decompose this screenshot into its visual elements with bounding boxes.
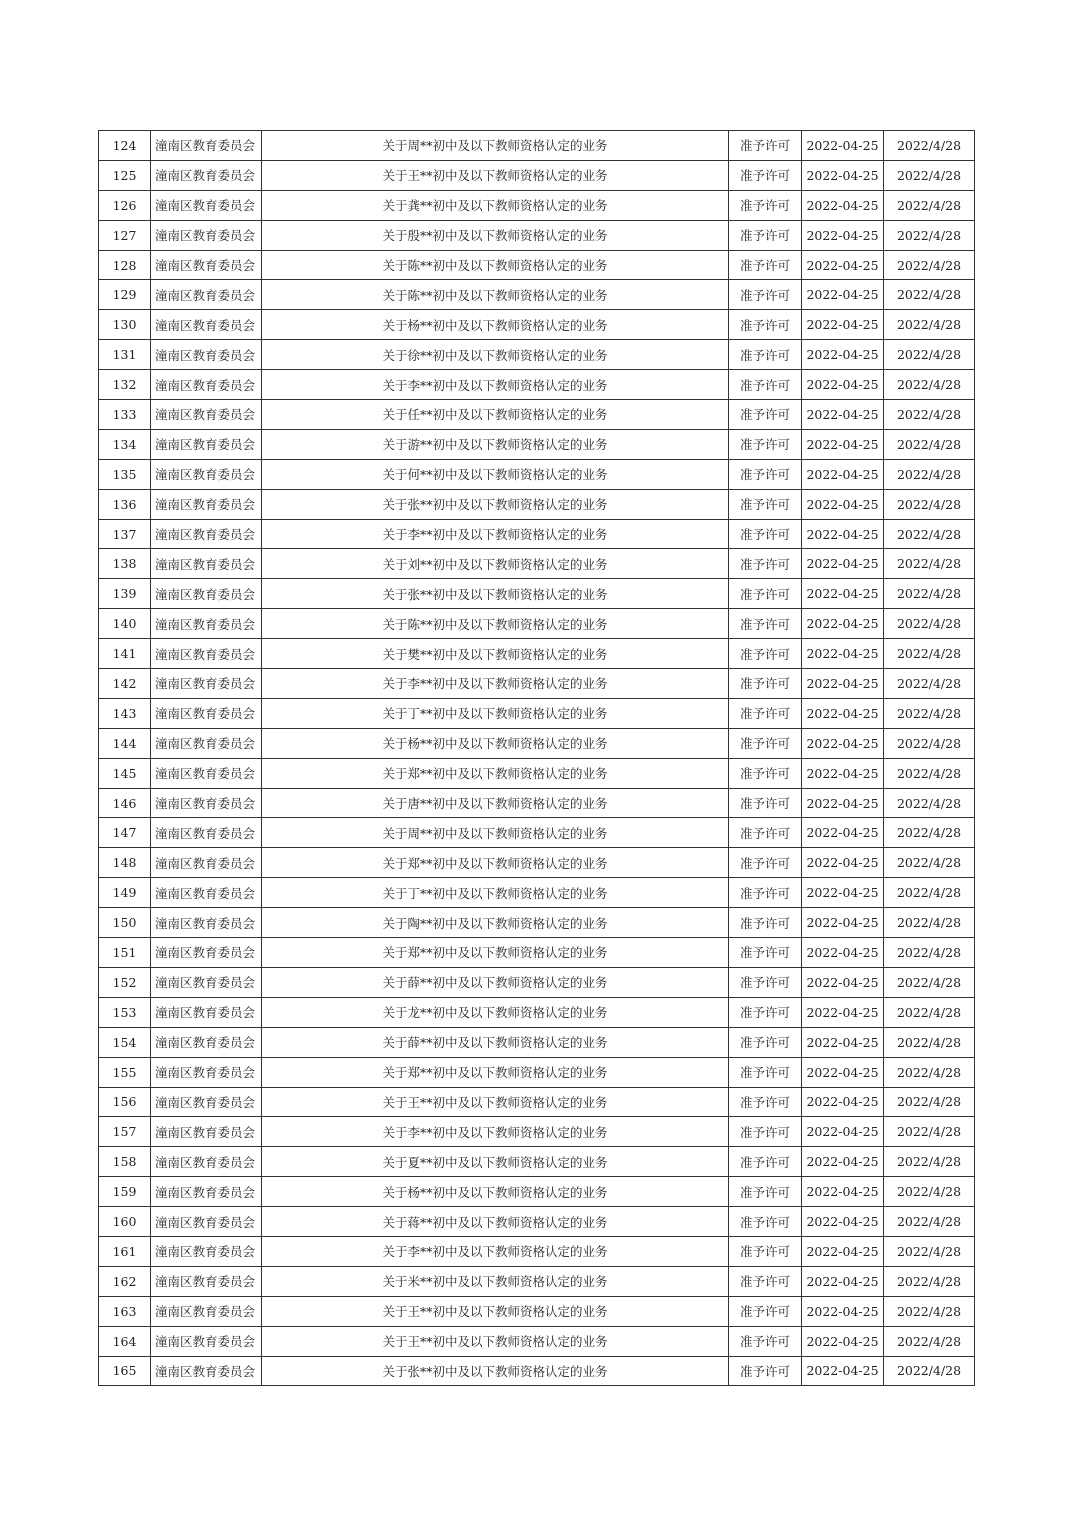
organization-cell: 潼南区教育委员会 bbox=[151, 459, 262, 489]
matter-cell: 关于薛**初中及以下教师资格认定的业务 bbox=[262, 1027, 729, 1057]
organization-cell: 潼南区教育委员会 bbox=[151, 669, 262, 699]
matter-cell: 关于王**初中及以下教师资格认定的业务 bbox=[262, 1296, 729, 1326]
table-row bbox=[99, 429, 975, 459]
decision-date-cell: 2022-04-25 bbox=[802, 1326, 884, 1356]
row-number-cell: 126 bbox=[99, 190, 151, 220]
decision-date-cell: 2022-04-25 bbox=[802, 340, 884, 370]
matter-cell: 关于任**初中及以下教师资格认定的业务 bbox=[262, 400, 729, 430]
table-row bbox=[99, 280, 975, 310]
publish-date-cell: 2022/4/28 bbox=[884, 489, 975, 519]
result-cell: 准予许可 bbox=[729, 519, 802, 549]
organization-cell: 潼南区教育委员会 bbox=[151, 549, 262, 579]
row-number-cell: 158 bbox=[99, 1147, 151, 1177]
organization-cell: 潼南区教育委员会 bbox=[151, 160, 262, 190]
decision-date-cell: 2022-04-25 bbox=[802, 400, 884, 430]
matter-cell: 关于周**初中及以下教师资格认定的业务 bbox=[262, 131, 729, 161]
matter-cell: 关于李**初中及以下教师资格认定的业务 bbox=[262, 1236, 729, 1266]
row-number-cell: 162 bbox=[99, 1266, 151, 1296]
matter-cell: 关于张**初中及以下教师资格认定的业务 bbox=[262, 489, 729, 519]
organization-cell: 潼南区教育委员会 bbox=[151, 400, 262, 430]
row-number-cell: 161 bbox=[99, 1236, 151, 1266]
organization-cell: 潼南区教育委员会 bbox=[151, 938, 262, 968]
table-row bbox=[99, 400, 975, 430]
table-row bbox=[99, 549, 975, 579]
decision-date-cell: 2022-04-25 bbox=[802, 1356, 884, 1386]
table-row bbox=[99, 1147, 975, 1177]
table-row bbox=[99, 788, 975, 818]
row-number-cell: 143 bbox=[99, 698, 151, 728]
organization-cell: 潼南区教育委员会 bbox=[151, 429, 262, 459]
organization-cell: 潼南区教育委员会 bbox=[151, 1027, 262, 1057]
publish-date-cell: 2022/4/28 bbox=[884, 1087, 975, 1117]
decision-date-cell: 2022-04-25 bbox=[802, 1027, 884, 1057]
table-row bbox=[99, 1207, 975, 1237]
table-row bbox=[99, 1087, 975, 1117]
matter-cell: 关于米**初中及以下教师资格认定的业务 bbox=[262, 1266, 729, 1296]
result-cell: 准予许可 bbox=[729, 1207, 802, 1237]
row-number-cell: 142 bbox=[99, 669, 151, 699]
row-number-cell: 155 bbox=[99, 1057, 151, 1087]
table-row bbox=[99, 250, 975, 280]
row-number-cell: 165 bbox=[99, 1356, 151, 1386]
organization-cell: 潼南区教育委员会 bbox=[151, 878, 262, 908]
result-cell: 准予许可 bbox=[729, 190, 802, 220]
decision-date-cell: 2022-04-25 bbox=[802, 519, 884, 549]
table-row bbox=[99, 1057, 975, 1087]
organization-cell: 潼南区教育委员会 bbox=[151, 997, 262, 1027]
result-cell: 准予许可 bbox=[729, 1236, 802, 1266]
decision-date-cell: 2022-04-25 bbox=[802, 310, 884, 340]
result-cell: 准予许可 bbox=[729, 967, 802, 997]
organization-cell: 潼南区教育委员会 bbox=[151, 340, 262, 370]
table-row bbox=[99, 848, 975, 878]
result-cell: 准予许可 bbox=[729, 1117, 802, 1147]
table-row bbox=[99, 370, 975, 400]
decision-date-cell: 2022-04-25 bbox=[802, 997, 884, 1027]
row-number-cell: 139 bbox=[99, 579, 151, 609]
decision-date-cell: 2022-04-25 bbox=[802, 489, 884, 519]
row-number-cell: 152 bbox=[99, 967, 151, 997]
row-number-cell: 163 bbox=[99, 1296, 151, 1326]
table-row bbox=[99, 669, 975, 699]
decision-date-cell: 2022-04-25 bbox=[802, 878, 884, 908]
organization-cell: 潼南区教育委员会 bbox=[151, 220, 262, 250]
organization-cell: 潼南区教育委员会 bbox=[151, 1236, 262, 1266]
row-number-cell: 124 bbox=[99, 131, 151, 161]
table-row bbox=[99, 1296, 975, 1326]
table-row bbox=[99, 310, 975, 340]
table-row bbox=[99, 997, 975, 1027]
table-row bbox=[99, 818, 975, 848]
table-row bbox=[99, 728, 975, 758]
decision-date-cell: 2022-04-25 bbox=[802, 788, 884, 818]
row-number-cell: 144 bbox=[99, 728, 151, 758]
matter-cell: 关于丁**初中及以下教师资格认定的业务 bbox=[262, 698, 729, 728]
row-number-cell: 145 bbox=[99, 758, 151, 788]
organization-cell: 潼南区教育委员会 bbox=[151, 370, 262, 400]
publish-date-cell: 2022/4/28 bbox=[884, 250, 975, 280]
publish-date-cell: 2022/4/28 bbox=[884, 1117, 975, 1147]
publish-date-cell: 2022/4/28 bbox=[884, 160, 975, 190]
organization-cell: 潼南区教育委员会 bbox=[151, 250, 262, 280]
decision-date-cell: 2022-04-25 bbox=[802, 1147, 884, 1177]
decision-date-cell: 2022-04-25 bbox=[802, 579, 884, 609]
row-number-cell: 125 bbox=[99, 160, 151, 190]
matter-cell: 关于陈**初中及以下教师资格认定的业务 bbox=[262, 250, 729, 280]
result-cell: 准予许可 bbox=[729, 938, 802, 968]
table-row bbox=[99, 698, 975, 728]
publish-date-cell: 2022/4/28 bbox=[884, 1326, 975, 1356]
matter-cell: 关于蒋**初中及以下教师资格认定的业务 bbox=[262, 1207, 729, 1237]
permit-table bbox=[98, 130, 975, 1386]
matter-cell: 关于张**初中及以下教师资格认定的业务 bbox=[262, 1356, 729, 1386]
organization-cell: 潼南区教育委员会 bbox=[151, 1326, 262, 1356]
result-cell: 准予许可 bbox=[729, 908, 802, 938]
matter-cell: 关于何**初中及以下教师资格认定的业务 bbox=[262, 459, 729, 489]
matter-cell: 关于唐**初中及以下教师资格认定的业务 bbox=[262, 788, 729, 818]
row-number-cell: 130 bbox=[99, 310, 151, 340]
organization-cell: 潼南区教育委员会 bbox=[151, 1266, 262, 1296]
decision-date-cell: 2022-04-25 bbox=[802, 459, 884, 489]
publish-date-cell: 2022/4/28 bbox=[884, 1207, 975, 1237]
publish-date-cell: 2022/4/28 bbox=[884, 669, 975, 699]
organization-cell: 潼南区教育委员会 bbox=[151, 908, 262, 938]
result-cell: 准予许可 bbox=[729, 997, 802, 1027]
table-row bbox=[99, 1356, 975, 1386]
publish-date-cell: 2022/4/28 bbox=[884, 938, 975, 968]
organization-cell: 潼南区教育委员会 bbox=[151, 1147, 262, 1177]
matter-cell: 关于杨**初中及以下教师资格认定的业务 bbox=[262, 310, 729, 340]
decision-date-cell: 2022-04-25 bbox=[802, 728, 884, 758]
result-cell: 准予许可 bbox=[729, 788, 802, 818]
publish-date-cell: 2022/4/28 bbox=[884, 131, 975, 161]
result-cell: 准予许可 bbox=[729, 878, 802, 908]
publish-date-cell: 2022/4/28 bbox=[884, 1177, 975, 1207]
decision-date-cell: 2022-04-25 bbox=[802, 1236, 884, 1266]
matter-cell: 关于王**初中及以下教师资格认定的业务 bbox=[262, 1326, 729, 1356]
table-row bbox=[99, 340, 975, 370]
decision-date-cell: 2022-04-25 bbox=[802, 938, 884, 968]
publish-date-cell: 2022/4/28 bbox=[884, 459, 975, 489]
row-number-cell: 147 bbox=[99, 818, 151, 848]
organization-cell: 潼南区教育委员会 bbox=[151, 788, 262, 818]
matter-cell: 关于李**初中及以下教师资格认定的业务 bbox=[262, 519, 729, 549]
decision-date-cell: 2022-04-25 bbox=[802, 669, 884, 699]
matter-cell: 关于杨**初中及以下教师资格认定的业务 bbox=[262, 728, 729, 758]
publish-date-cell: 2022/4/28 bbox=[884, 1057, 975, 1087]
result-cell: 准予许可 bbox=[729, 160, 802, 190]
table-row bbox=[99, 908, 975, 938]
permit-table-page bbox=[98, 130, 974, 1386]
row-number-cell: 156 bbox=[99, 1087, 151, 1117]
matter-cell: 关于郑**初中及以下教师资格认定的业务 bbox=[262, 938, 729, 968]
result-cell: 准予许可 bbox=[729, 1177, 802, 1207]
row-number-cell: 134 bbox=[99, 429, 151, 459]
row-number-cell: 128 bbox=[99, 250, 151, 280]
result-cell: 准予许可 bbox=[729, 639, 802, 669]
decision-date-cell: 2022-04-25 bbox=[802, 818, 884, 848]
publish-date-cell: 2022/4/28 bbox=[884, 400, 975, 430]
result-cell: 准予许可 bbox=[729, 310, 802, 340]
row-number-cell: 159 bbox=[99, 1177, 151, 1207]
organization-cell: 潼南区教育委员会 bbox=[151, 818, 262, 848]
table-row bbox=[99, 1236, 975, 1266]
decision-date-cell: 2022-04-25 bbox=[802, 698, 884, 728]
decision-date-cell: 2022-04-25 bbox=[802, 1087, 884, 1117]
result-cell: 准予许可 bbox=[729, 609, 802, 639]
decision-date-cell: 2022-04-25 bbox=[802, 549, 884, 579]
publish-date-cell: 2022/4/28 bbox=[884, 997, 975, 1027]
matter-cell: 关于张**初中及以下教师资格认定的业务 bbox=[262, 579, 729, 609]
matter-cell: 关于薛**初中及以下教师资格认定的业务 bbox=[262, 967, 729, 997]
row-number-cell: 133 bbox=[99, 400, 151, 430]
organization-cell: 潼南区教育委员会 bbox=[151, 639, 262, 669]
matter-cell: 关于李**初中及以下教师资格认定的业务 bbox=[262, 370, 729, 400]
table-row bbox=[99, 1177, 975, 1207]
publish-date-cell: 2022/4/28 bbox=[884, 519, 975, 549]
decision-date-cell: 2022-04-25 bbox=[802, 1057, 884, 1087]
publish-date-cell: 2022/4/28 bbox=[884, 848, 975, 878]
decision-date-cell: 2022-04-25 bbox=[802, 848, 884, 878]
publish-date-cell: 2022/4/28 bbox=[884, 878, 975, 908]
row-number-cell: 157 bbox=[99, 1117, 151, 1147]
matter-cell: 关于陶**初中及以下教师资格认定的业务 bbox=[262, 908, 729, 938]
matter-cell: 关于樊**初中及以下教师资格认定的业务 bbox=[262, 639, 729, 669]
organization-cell: 潼南区教育委员会 bbox=[151, 131, 262, 161]
row-number-cell: 154 bbox=[99, 1027, 151, 1057]
row-number-cell: 150 bbox=[99, 908, 151, 938]
publish-date-cell: 2022/4/28 bbox=[884, 1356, 975, 1386]
publish-date-cell: 2022/4/28 bbox=[884, 370, 975, 400]
result-cell: 准予许可 bbox=[729, 1147, 802, 1177]
matter-cell: 关于李**初中及以下教师资格认定的业务 bbox=[262, 1117, 729, 1147]
organization-cell: 潼南区教育委员会 bbox=[151, 310, 262, 340]
result-cell: 准予许可 bbox=[729, 1027, 802, 1057]
publish-date-cell: 2022/4/28 bbox=[884, 280, 975, 310]
decision-date-cell: 2022-04-25 bbox=[802, 1207, 884, 1237]
table-row bbox=[99, 579, 975, 609]
result-cell: 准予许可 bbox=[729, 758, 802, 788]
row-number-cell: 138 bbox=[99, 549, 151, 579]
decision-date-cell: 2022-04-25 bbox=[802, 220, 884, 250]
organization-cell: 潼南区教育委员会 bbox=[151, 967, 262, 997]
result-cell: 准予许可 bbox=[729, 1356, 802, 1386]
matter-cell: 关于夏**初中及以下教师资格认定的业务 bbox=[262, 1147, 729, 1177]
row-number-cell: 160 bbox=[99, 1207, 151, 1237]
table-row bbox=[99, 758, 975, 788]
decision-date-cell: 2022-04-25 bbox=[802, 131, 884, 161]
publish-date-cell: 2022/4/28 bbox=[884, 340, 975, 370]
table-row bbox=[99, 967, 975, 997]
decision-date-cell: 2022-04-25 bbox=[802, 250, 884, 280]
decision-date-cell: 2022-04-25 bbox=[802, 280, 884, 310]
row-number-cell: 135 bbox=[99, 459, 151, 489]
table-row bbox=[99, 1266, 975, 1296]
result-cell: 准予许可 bbox=[729, 429, 802, 459]
organization-cell: 潼南区教育委员会 bbox=[151, 280, 262, 310]
organization-cell: 潼南区教育委员会 bbox=[151, 1356, 262, 1386]
row-number-cell: 151 bbox=[99, 938, 151, 968]
table-row bbox=[99, 519, 975, 549]
publish-date-cell: 2022/4/28 bbox=[884, 310, 975, 340]
table-row bbox=[99, 190, 975, 220]
table-row bbox=[99, 1326, 975, 1356]
publish-date-cell: 2022/4/28 bbox=[884, 698, 975, 728]
organization-cell: 潼南区教育委员会 bbox=[151, 519, 262, 549]
result-cell: 准予许可 bbox=[729, 250, 802, 280]
row-number-cell: 136 bbox=[99, 489, 151, 519]
organization-cell: 潼南区教育委员会 bbox=[151, 1087, 262, 1117]
organization-cell: 潼南区教育委员会 bbox=[151, 698, 262, 728]
publish-date-cell: 2022/4/28 bbox=[884, 190, 975, 220]
result-cell: 准予许可 bbox=[729, 848, 802, 878]
matter-cell: 关于李**初中及以下教师资格认定的业务 bbox=[262, 669, 729, 699]
matter-cell: 关于郑**初中及以下教师资格认定的业务 bbox=[262, 1057, 729, 1087]
table-row bbox=[99, 1027, 975, 1057]
result-cell: 准予许可 bbox=[729, 579, 802, 609]
decision-date-cell: 2022-04-25 bbox=[802, 160, 884, 190]
table-row bbox=[99, 878, 975, 908]
matter-cell: 关于周**初中及以下教师资格认定的业务 bbox=[262, 818, 729, 848]
organization-cell: 潼南区教育委员会 bbox=[151, 1296, 262, 1326]
organization-cell: 潼南区教育委员会 bbox=[151, 579, 262, 609]
decision-date-cell: 2022-04-25 bbox=[802, 190, 884, 220]
table-body bbox=[99, 131, 975, 1386]
decision-date-cell: 2022-04-25 bbox=[802, 1266, 884, 1296]
matter-cell: 关于龚**初中及以下教师资格认定的业务 bbox=[262, 190, 729, 220]
result-cell: 准予许可 bbox=[729, 1087, 802, 1117]
table-row bbox=[99, 639, 975, 669]
row-number-cell: 146 bbox=[99, 788, 151, 818]
table-row bbox=[99, 609, 975, 639]
publish-date-cell: 2022/4/28 bbox=[884, 758, 975, 788]
result-cell: 准予许可 bbox=[729, 1266, 802, 1296]
publish-date-cell: 2022/4/28 bbox=[884, 429, 975, 459]
publish-date-cell: 2022/4/28 bbox=[884, 1147, 975, 1177]
organization-cell: 潼南区教育委员会 bbox=[151, 1177, 262, 1207]
matter-cell: 关于陈**初中及以下教师资格认定的业务 bbox=[262, 609, 729, 639]
result-cell: 准予许可 bbox=[729, 131, 802, 161]
table-row bbox=[99, 220, 975, 250]
row-number-cell: 131 bbox=[99, 340, 151, 370]
publish-date-cell: 2022/4/28 bbox=[884, 609, 975, 639]
result-cell: 准予许可 bbox=[729, 220, 802, 250]
row-number-cell: 164 bbox=[99, 1326, 151, 1356]
result-cell: 准予许可 bbox=[729, 818, 802, 848]
publish-date-cell: 2022/4/28 bbox=[884, 549, 975, 579]
matter-cell: 关于丁**初中及以下教师资格认定的业务 bbox=[262, 878, 729, 908]
publish-date-cell: 2022/4/28 bbox=[884, 818, 975, 848]
table-row bbox=[99, 459, 975, 489]
publish-date-cell: 2022/4/28 bbox=[884, 908, 975, 938]
result-cell: 准予许可 bbox=[729, 1326, 802, 1356]
result-cell: 准予许可 bbox=[729, 340, 802, 370]
result-cell: 准予许可 bbox=[729, 549, 802, 579]
publish-date-cell: 2022/4/28 bbox=[884, 1266, 975, 1296]
organization-cell: 潼南区教育委员会 bbox=[151, 728, 262, 758]
organization-cell: 潼南区教育委员会 bbox=[151, 609, 262, 639]
row-number-cell: 140 bbox=[99, 609, 151, 639]
organization-cell: 潼南区教育委员会 bbox=[151, 1057, 262, 1087]
matter-cell: 关于徐**初中及以下教师资格认定的业务 bbox=[262, 340, 729, 370]
decision-date-cell: 2022-04-25 bbox=[802, 967, 884, 997]
publish-date-cell: 2022/4/28 bbox=[884, 788, 975, 818]
row-number-cell: 129 bbox=[99, 280, 151, 310]
table-row bbox=[99, 489, 975, 519]
matter-cell: 关于郑**初中及以下教师资格认定的业务 bbox=[262, 758, 729, 788]
result-cell: 准予许可 bbox=[729, 459, 802, 489]
organization-cell: 潼南区教育委员会 bbox=[151, 758, 262, 788]
result-cell: 准予许可 bbox=[729, 728, 802, 758]
publish-date-cell: 2022/4/28 bbox=[884, 639, 975, 669]
table-row bbox=[99, 938, 975, 968]
publish-date-cell: 2022/4/28 bbox=[884, 1236, 975, 1266]
result-cell: 准予许可 bbox=[729, 400, 802, 430]
row-number-cell: 137 bbox=[99, 519, 151, 549]
result-cell: 准予许可 bbox=[729, 698, 802, 728]
matter-cell: 关于王**初中及以下教师资格认定的业务 bbox=[262, 1087, 729, 1117]
result-cell: 准予许可 bbox=[729, 489, 802, 519]
row-number-cell: 127 bbox=[99, 220, 151, 250]
row-number-cell: 149 bbox=[99, 878, 151, 908]
decision-date-cell: 2022-04-25 bbox=[802, 1177, 884, 1207]
matter-cell: 关于龙**初中及以下教师资格认定的业务 bbox=[262, 997, 729, 1027]
result-cell: 准予许可 bbox=[729, 669, 802, 699]
matter-cell: 关于刘**初中及以下教师资格认定的业务 bbox=[262, 549, 729, 579]
publish-date-cell: 2022/4/28 bbox=[884, 220, 975, 250]
publish-date-cell: 2022/4/28 bbox=[884, 1027, 975, 1057]
row-number-cell: 148 bbox=[99, 848, 151, 878]
organization-cell: 潼南区教育委员会 bbox=[151, 1117, 262, 1147]
organization-cell: 潼南区教育委员会 bbox=[151, 190, 262, 220]
decision-date-cell: 2022-04-25 bbox=[802, 1117, 884, 1147]
matter-cell: 关于游**初中及以下教师资格认定的业务 bbox=[262, 429, 729, 459]
result-cell: 准予许可 bbox=[729, 1296, 802, 1326]
decision-date-cell: 2022-04-25 bbox=[802, 639, 884, 669]
decision-date-cell: 2022-04-25 bbox=[802, 370, 884, 400]
decision-date-cell: 2022-04-25 bbox=[802, 1296, 884, 1326]
result-cell: 准予许可 bbox=[729, 1057, 802, 1087]
table-row bbox=[99, 160, 975, 190]
result-cell: 准予许可 bbox=[729, 370, 802, 400]
matter-cell: 关于陈**初中及以下教师资格认定的业务 bbox=[262, 280, 729, 310]
result-cell: 准予许可 bbox=[729, 280, 802, 310]
organization-cell: 潼南区教育委员会 bbox=[151, 1207, 262, 1237]
table-row bbox=[99, 131, 975, 161]
matter-cell: 关于郑**初中及以下教师资格认定的业务 bbox=[262, 848, 729, 878]
publish-date-cell: 2022/4/28 bbox=[884, 1296, 975, 1326]
decision-date-cell: 2022-04-25 bbox=[802, 758, 884, 788]
row-number-cell: 141 bbox=[99, 639, 151, 669]
matter-cell: 关于殷**初中及以下教师资格认定的业务 bbox=[262, 220, 729, 250]
decision-date-cell: 2022-04-25 bbox=[802, 429, 884, 459]
matter-cell: 关于杨**初中及以下教师资格认定的业务 bbox=[262, 1177, 729, 1207]
publish-date-cell: 2022/4/28 bbox=[884, 967, 975, 997]
row-number-cell: 153 bbox=[99, 997, 151, 1027]
publish-date-cell: 2022/4/28 bbox=[884, 728, 975, 758]
matter-cell: 关于王**初中及以下教师资格认定的业务 bbox=[262, 160, 729, 190]
organization-cell: 潼南区教育委员会 bbox=[151, 848, 262, 878]
organization-cell: 潼南区教育委员会 bbox=[151, 489, 262, 519]
decision-date-cell: 2022-04-25 bbox=[802, 908, 884, 938]
decision-date-cell: 2022-04-25 bbox=[802, 609, 884, 639]
row-number-cell: 132 bbox=[99, 370, 151, 400]
publish-date-cell: 2022/4/28 bbox=[884, 579, 975, 609]
table-row bbox=[99, 1117, 975, 1147]
